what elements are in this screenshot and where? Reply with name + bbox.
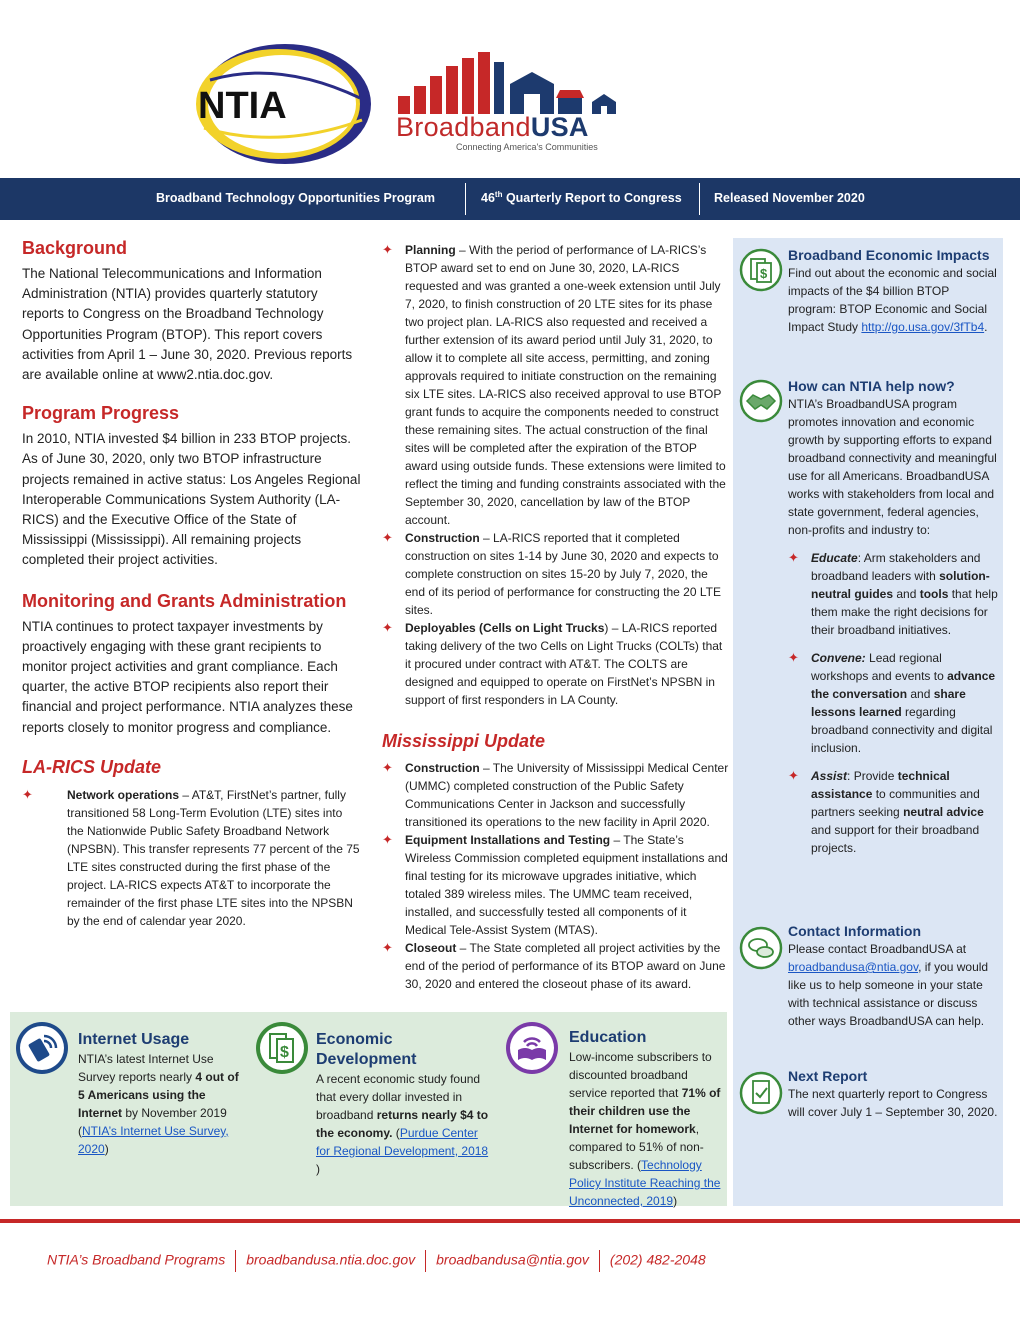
footer-divider <box>235 1250 236 1272</box>
document-check-icon <box>739 1071 783 1115</box>
program-progress-text: In 2010, NTIA invested $4 billion in 233 BTOP projects. As of June 30, 2020, only two BTOP infrastructure projects remained in active status: Los Angeles Regional Interoperable Communications System Authority (LA-RICS) and the Executive Office of the State of Mississippi (Mississippi). All remaining projects completed their project activities. <box>22 431 361 568</box>
deployables-item: ✦ Deployables (Cells on Light Trucks) – LA-RICS reported taking delivery of the two Cells on Light Trucks (COLTs) that it procured under contract with AT&T. The COLTS are designed and equipped to operate on FirstNet’s NPSBN in support of first responders in LA County. <box>382 620 723 707</box>
banner-divider <box>699 183 700 215</box>
bullet-star-icon: ✦ <box>788 550 799 565</box>
bullet-star-icon: ✦ <box>788 768 799 783</box>
impacts-heading: Broadband Economic Impacts <box>788 247 990 263</box>
planning-item: ✦ Planning – With the period of performance of LA-RICS’s BTOP award set to end on June 30, 2020, LA-RICS requested and was granted a one-week extension until July 7, 2020, to finish construction of 20 LTE sites for its phase two project plan. LA-RICS also requested and received a further extension of its award period until July 31, 2020, to allow it to complete all site access, permitting, and zoning approvals required to initiate construction on the remaining six LTE sites. LA-RICS also received approval to use BTOP grant funds to acquire the components needed to construct these remaining sites. The actual construction of the final sites will be completed after the expiration of the BTOP award using outside funds. These extensions were limited to reflect the timing and funding constraints associated with the September 30, 2020, cancellation by law of the BTOP account. <box>382 242 726 527</box>
assist-item: ✦ Assist: Provide technical assistance to communities and partners seeking neutral advice and support for their broadband projects. <box>788 768 984 855</box>
money-document-icon <box>254 1020 310 1076</box>
program-progress-heading: Program Progress <box>22 403 180 424</box>
footer-programs: NTIA’s Broadband Programs <box>47 1251 226 1268</box>
monitoring-heading: Monitoring and Grants Administration <box>22 590 347 611</box>
education-text: Low-income subscribers to discounted broadband service reported that 71% of their children use the Internet for homework, compared to 51% of non-subscribers. (Technology Policy Institute Reaching the Unconnected, 2019) <box>569 1050 721 1208</box>
closeout-item: ✦ Closeout – The State completed all project activities by the end of the period of performance of its BTOP award on June 30, 2020 and entered the closeout phase of its award. <box>382 940 726 991</box>
monitoring-text: NTIA continues to protect taxpayer investments by proactively engaging with these grant recipients to monitor project activities and grant compliance. Each quarter, the active BTOP recipients also report their financial and project performance. NTIA analyzes these reports closely to monitor progress and compliance. <box>22 618 353 735</box>
banner-released: Released November 2020 <box>714 191 865 205</box>
larics-heading: LA-RICS Update <box>22 756 161 777</box>
footer-email-link[interactable]: broadbandusa@ntia.gov <box>436 1251 589 1268</box>
footer-divider <box>599 1250 600 1272</box>
svg-text:$: $ <box>280 1044 289 1061</box>
book-wifi-icon <box>504 1020 560 1076</box>
mississippi-construction-item: ✦ Construction – The University of Mississippi Medical Center (UMMC) completed construction of the Public Safety Communications Center in Jackson and successfully transitioned its operations to the new facility in April 2020. <box>382 760 729 829</box>
bullet-star-icon: ✦ <box>788 650 799 665</box>
help-text: NTIA’s BroadbandUSA program promotes innovation and economic growth by supporting efforts to expand broadband connectivity and meaningful use for all Americans. BroadbandUSA works with stakeholders from local and state government, federal agencies, non-profits and industry to: <box>788 397 997 537</box>
footer-rule <box>0 1219 1020 1223</box>
handshake-icon <box>739 379 783 423</box>
tpi-study-link[interactable]: Technology Policy Institute Reaching the Unconnected, 2019 <box>569 1158 721 1208</box>
bullet-star-icon: ✦ <box>382 760 393 775</box>
ntia-logo-text: NTIA <box>198 85 287 127</box>
middle-column <box>382 241 730 993</box>
bullet-star-icon: ✦ <box>382 832 393 847</box>
contact-heading: Contact Information <box>788 923 921 939</box>
next-report-text: The next quarterly report to Congress will cover July 1 – September 30, 2020. <box>788 1087 998 1119</box>
background-text: The National Telecommunications and Information Administration (NTIA) provides quarterly statutory reports to Congress on the Broadband Technology Opportunities Program (BTOP). This report covers activities from April 1 – June 30, 2020. Previous reports are available online at www2.ntia.doc.gov. <box>22 266 353 383</box>
impacts-text: Find out about the economic and social impacts of the $4 billion BTOP program: BTOP Economic and Social Impact Study http://go.usa.gov/3fTb4. <box>788 266 997 334</box>
footer-site-link[interactable]: broadbandusa.ntia.doc.gov <box>246 1251 416 1268</box>
bullet-star-icon: ✦ <box>382 620 393 635</box>
broadbandusa-skyline-icon <box>392 48 632 118</box>
broadbandusa-tagline: Connecting America's Communities <box>456 142 598 152</box>
usa-wordmark: USA <box>530 112 589 142</box>
chat-bubbles-icon <box>739 926 783 970</box>
ntia-logo <box>190 40 375 170</box>
broadbandusa-logo <box>392 48 632 160</box>
tablet-wifi-icon <box>14 1020 70 1076</box>
contact-text: Please contact BroadbandUSA at broadbandusa@ntia.gov, if you would like us to help someone in your state with technical assistance or discuss other ways BroadbandUSA can help. <box>788 942 989 1028</box>
internet-usage-heading: Internet Usage <box>78 1031 190 1048</box>
larics-construction-item: ✦ Construction – LA-RICS reported that it completed construction on sites 1-14 by June 30, 2020 and expects to complete construction on sites 15-20 by July 7, 2020, the end of its period of performance for constructing the 20 LTE sites. <box>382 530 721 617</box>
svg-text:$: $ <box>760 266 768 281</box>
bullet-star-icon: ✦ <box>382 242 393 257</box>
bullet-star-icon: ✦ <box>22 786 33 802</box>
footer-phone: (202) 482-2048 <box>609 1251 706 1268</box>
bullet-star-icon: ✦ <box>382 940 393 955</box>
footer-divider <box>425 1250 426 1272</box>
purdue-study-link[interactable]: Purdue Center for Regional Development, 2018 <box>316 1126 489 1158</box>
money-document-icon <box>739 248 783 292</box>
facts-panel <box>10 1012 727 1206</box>
footer <box>47 1250 706 1272</box>
bullet-star-icon: ✦ <box>382 530 393 545</box>
convene-item: ✦ Convene: Lead regional workshops and events to advance the conversation and share lessons learned regarding broadband connectivity and digital inclusion. <box>788 650 996 755</box>
background-heading: Background <box>22 238 128 258</box>
impacts-study-link[interactable]: http://go.usa.gov/3fTb4 <box>861 320 985 334</box>
equipment-item: ✦ Equipment Installations and Testing – The State’s Wireless Commission completed equipment installations and final testing for its microwave upgrades initiative, which totaled 389 wireless miles. The UMMC team received, installed, and successfully tested all components of it Medical Tele-Assist System (MTAS). <box>382 832 728 937</box>
education-heading: Education <box>569 1029 647 1046</box>
network-operations-item: ✦ Network operations – AT&T, FirstNet’s partner, fully transitioned 58 Long-Term Evolution (LTE) sites into the Nationwide Public Safety Broadband Network (NPSBN). This transfer represents 77 percent of the 75 LTE sites constructed during the first phase of the project. LA-RICS expects AT&T to incorporate the remainder of the first phase LTE sites into the NPSBN by the end of calendar year 2020. <box>22 786 360 928</box>
help-heading: How can NTIA help now? <box>788 378 955 394</box>
internet-use-survey-link[interactable]: NTIA’s Internet Use Survey, 2020 <box>78 1124 229 1156</box>
mississippi-heading: Mississippi Update <box>382 731 546 751</box>
banner-report: 46th Quarterly Report to Congress <box>481 189 682 205</box>
internet-usage-text: NTIA’s latest Internet Use Survey reports nearly 4 out of 5 Americans using the Internet by November 2019 (NTIA’s Internet Use Survey, 2020) <box>78 1052 239 1156</box>
sidebar <box>733 238 1003 1206</box>
economic-development-text: A recent economic study found that every dollar invested in broadband returns nearly $4 to the economy. (Purdue Center for Regional Development, 2018 ) <box>316 1072 489 1176</box>
educate-item: ✦ Educate: Arm stakeholders and broadband leaders with solution-neutral guides and tools that help them make the right decisions for their broadband initiatives. <box>788 550 998 637</box>
report-banner <box>0 178 1020 220</box>
banner-divider <box>465 183 466 215</box>
next-report-heading: Next Report <box>788 1068 868 1084</box>
left-column <box>22 238 362 930</box>
banner-program: Broadband Technology Opportunities Program <box>156 191 435 205</box>
broadband-wordmark: Broadband <box>396 112 531 142</box>
economic-development-heading: Economic Development <box>316 1031 417 1068</box>
contact-email-link[interactable]: broadbandusa@ntia.gov <box>788 960 919 974</box>
